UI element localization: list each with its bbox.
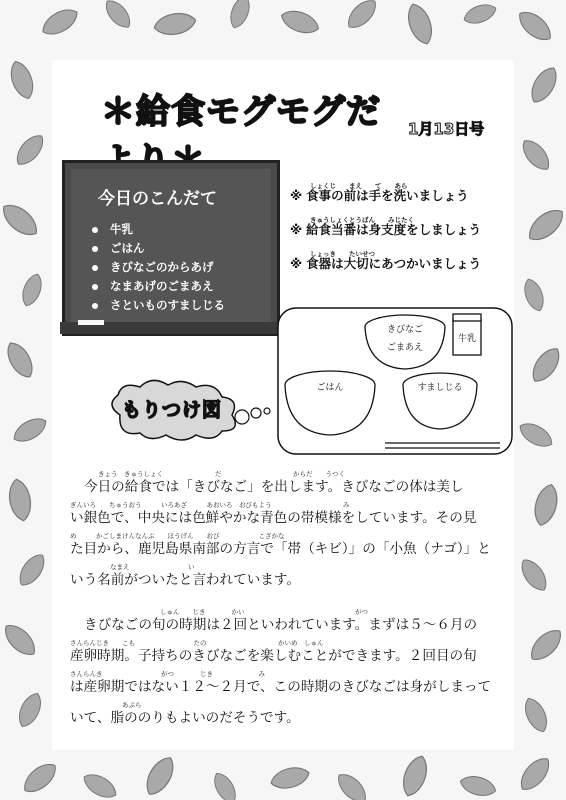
- furigana: ぎんいろ ちゅうおう いろあざ あおいろ おびもよう み: [70, 501, 350, 509]
- rule-text: 給食当番は身支度をしましょう: [306, 222, 482, 237]
- bullet-icon: [92, 303, 98, 309]
- article-body: [70, 468, 510, 730]
- article-line: あぶら いて、脂ののりもよいのだそうです。: [70, 701, 300, 726]
- issue-date: 1月13日号: [408, 120, 485, 138]
- newsletter-title: [85, 76, 385, 134]
- article-line: なまえ い いう名前がついたと言われています。: [70, 563, 301, 588]
- article-line: さんらんき がつ じき み は産卵期ではない１２～２月で、この時期のきびなごは身がしまって: [70, 670, 492, 695]
- rule-item: [290, 212, 481, 246]
- note-mark: ※: [290, 188, 303, 203]
- article-line: しゅん じき かい がつ きびなごの旬の時期は２回といわれています。まずは５～６月の: [84, 608, 478, 633]
- side-dish-label-1: きびなご: [386, 325, 424, 335]
- chalk-icon: [78, 320, 104, 325]
- menu-item: きびなごのからあげ: [92, 258, 225, 277]
- furigana: さんらんじき こも たの かいめ しゅん: [70, 639, 324, 647]
- bullet-icon: [92, 265, 98, 271]
- note-mark: ※: [290, 222, 303, 237]
- menu-item: 牛乳: [92, 220, 225, 239]
- furigana: さんらんき がつ じき み: [70, 670, 265, 678]
- menu-item: ごはん: [92, 239, 225, 258]
- menu-list: [92, 220, 225, 315]
- rule-item: [290, 178, 481, 212]
- furigana: きゅうしょくとうばん みじたく: [310, 216, 414, 224]
- newsletter-title-text: ＊給食モグモグだ: [101, 92, 381, 132]
- bullet-icon: [92, 246, 98, 252]
- mealtime-rules: [290, 178, 481, 280]
- article-line: ぎんいろ ちゅうおう いろあざ あおいろ おびもよう み い銀色で、中央には色鮮やかな青色の帯模様をしています。その見: [70, 501, 477, 526]
- serving-tray-diagram: [275, 305, 515, 457]
- section-heading: もりつけ図: [122, 399, 223, 421]
- bullet-icon: [92, 284, 98, 290]
- side-dish-label-2: ごまあえ: [386, 343, 424, 353]
- menu-item: さといものすましじる: [92, 296, 225, 315]
- article-line: め かごしまけんなんぶ ほうげん おび こざかな た目から、鹿児島県南部の方言で「帯（キビ）」の「小魚（ナゴ）」と: [70, 532, 491, 557]
- menu-heading: 今日のこんだて: [98, 189, 217, 209]
- rule-text: 食器は大切にあつかいましょう: [306, 256, 482, 271]
- furigana: しょっき たいせつ: [310, 250, 375, 258]
- furigana: しゅん じき かい がつ: [160, 608, 368, 616]
- article-line: きょう きゅうしょく だ からだ うつく 今日の給食では「きびなご」を出します。きびなごの体は美し: [84, 470, 464, 495]
- article-line: さんらんじき こも たの かいめ しゅん 産卵時期。子持ちのきびなごを楽しむことができます。２回目の旬: [70, 639, 477, 664]
- furigana: しょくじ まえ て あら: [310, 182, 408, 190]
- milk-carton-icon: [453, 314, 481, 355]
- rule-item: [290, 246, 481, 280]
- soup-label: すましじる: [417, 383, 463, 393]
- furigana: なまえ い: [110, 563, 195, 571]
- rule-text: 食事の前は手を洗いましょう: [306, 188, 469, 203]
- rice-label: ごはん: [316, 383, 344, 393]
- bullet-icon: [92, 227, 98, 233]
- menu-item: なまあげのごまあえ: [92, 277, 225, 296]
- note-mark: ※: [290, 256, 303, 271]
- milk-label: 牛乳: [457, 334, 477, 344]
- furigana: め かごしまけんなんぶ ほうげん おび こざかな: [70, 532, 285, 540]
- furigana: きょう きゅうしょく だ からだ うつく: [98, 470, 345, 478]
- furigana: あぶら: [122, 701, 142, 709]
